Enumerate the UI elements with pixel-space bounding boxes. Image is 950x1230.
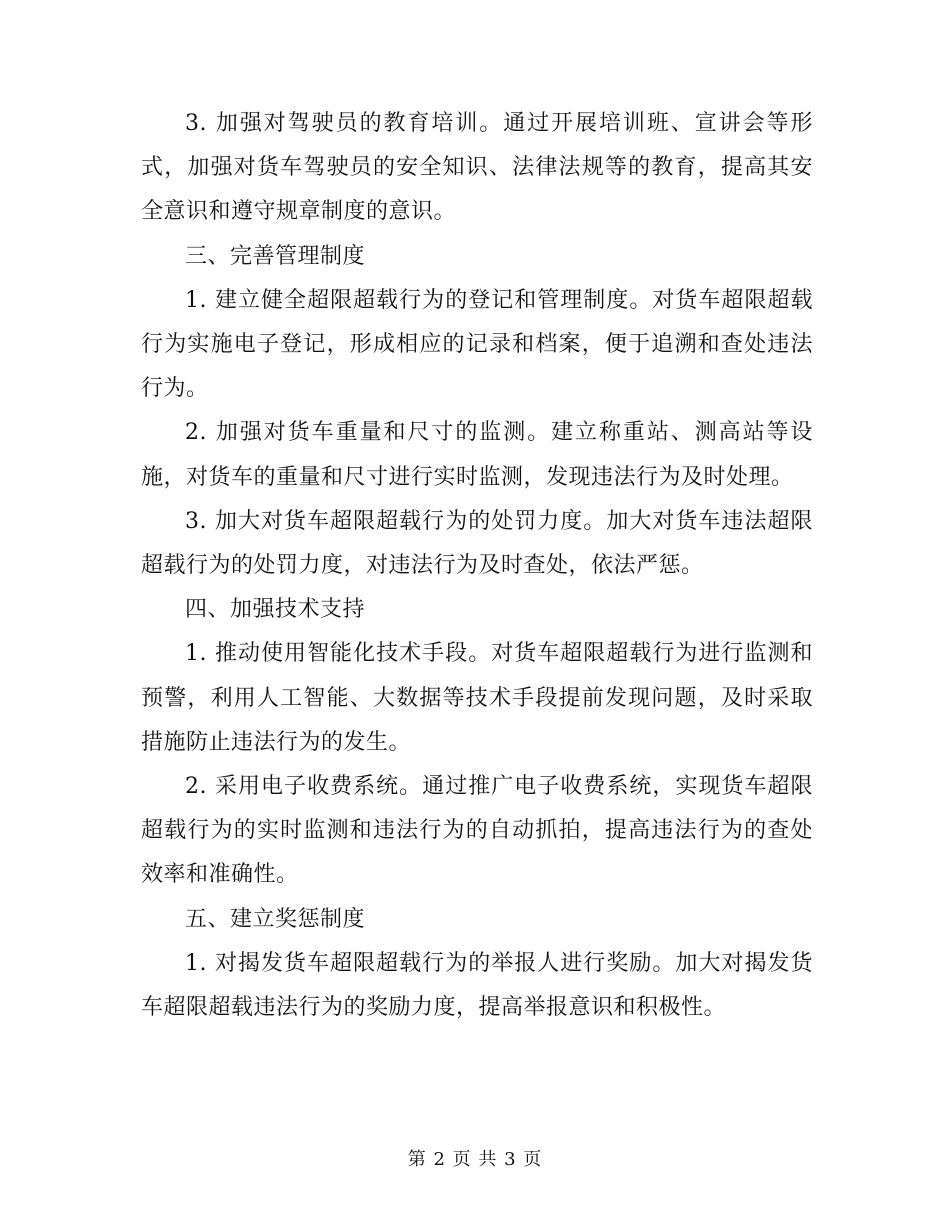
paragraph-item-1-whistleblower: 1. 对揭发货车超限超载行为的举报人进行奖励。加大对揭发货车超限超载违法行为的奖励力度，提高举报意识和积极性。 — [141, 950, 813, 1021]
paragraph-item-2-electronic-toll: 2. 采用电子收费系统。通过推广电子收费系统，实现货车超限超载行为的实时监测和违法行为的自动抓拍，提高违法行为的查处效率和准确性。 — [141, 774, 813, 888]
paragraph-item-1-registration: 1. 建立健全超限超载行为的登记和管理制度。对货车超限超载行为实施电子登记，形成相应的记录和档案，便于追溯和查处违法行为。 — [141, 287, 813, 402]
paragraph-item-1-smart-tech: 1. 推动使用智能化技术手段。对货车超限超载行为进行监测和预警，利用人工智能、大数据等技术手段提前发现问题，及时采取措施防止违法行为的发生。 — [141, 641, 813, 755]
paragraph-item-3-penalties: 3. 加大对货车超限超载行为的处罚力度。加大对货车违法超限超载行为的处罚力度，对违法行为及时查处，依法严惩。 — [141, 508, 813, 579]
section-heading-management: 三、完善管理制度 — [185, 243, 366, 269]
paragraph-item-2-monitoring: 2. 加强对货车重量和尺寸的监测。建立称重站、测高站等设施，对货车的重量和尺寸进行实时监测，发现违法行为及时处理。 — [141, 420, 813, 490]
section-heading-technology: 四、加强技术支持 — [185, 597, 366, 623]
document-body — [141, 102, 813, 1030]
paragraph-item-3-driver-training: 3. 加强对驾驶员的教育培训。通过开展培训班、宣讲会等形式，加强对货车驾驶员的安全知识、法律法规等的教育，提高其安全意识和遵守规章制度的意识。 — [141, 111, 813, 225]
section-heading-rewards: 五、建立奖惩制度 — [185, 906, 366, 932]
page-number-footer: 第 2 页 共 3 页 — [407, 1149, 543, 1170]
